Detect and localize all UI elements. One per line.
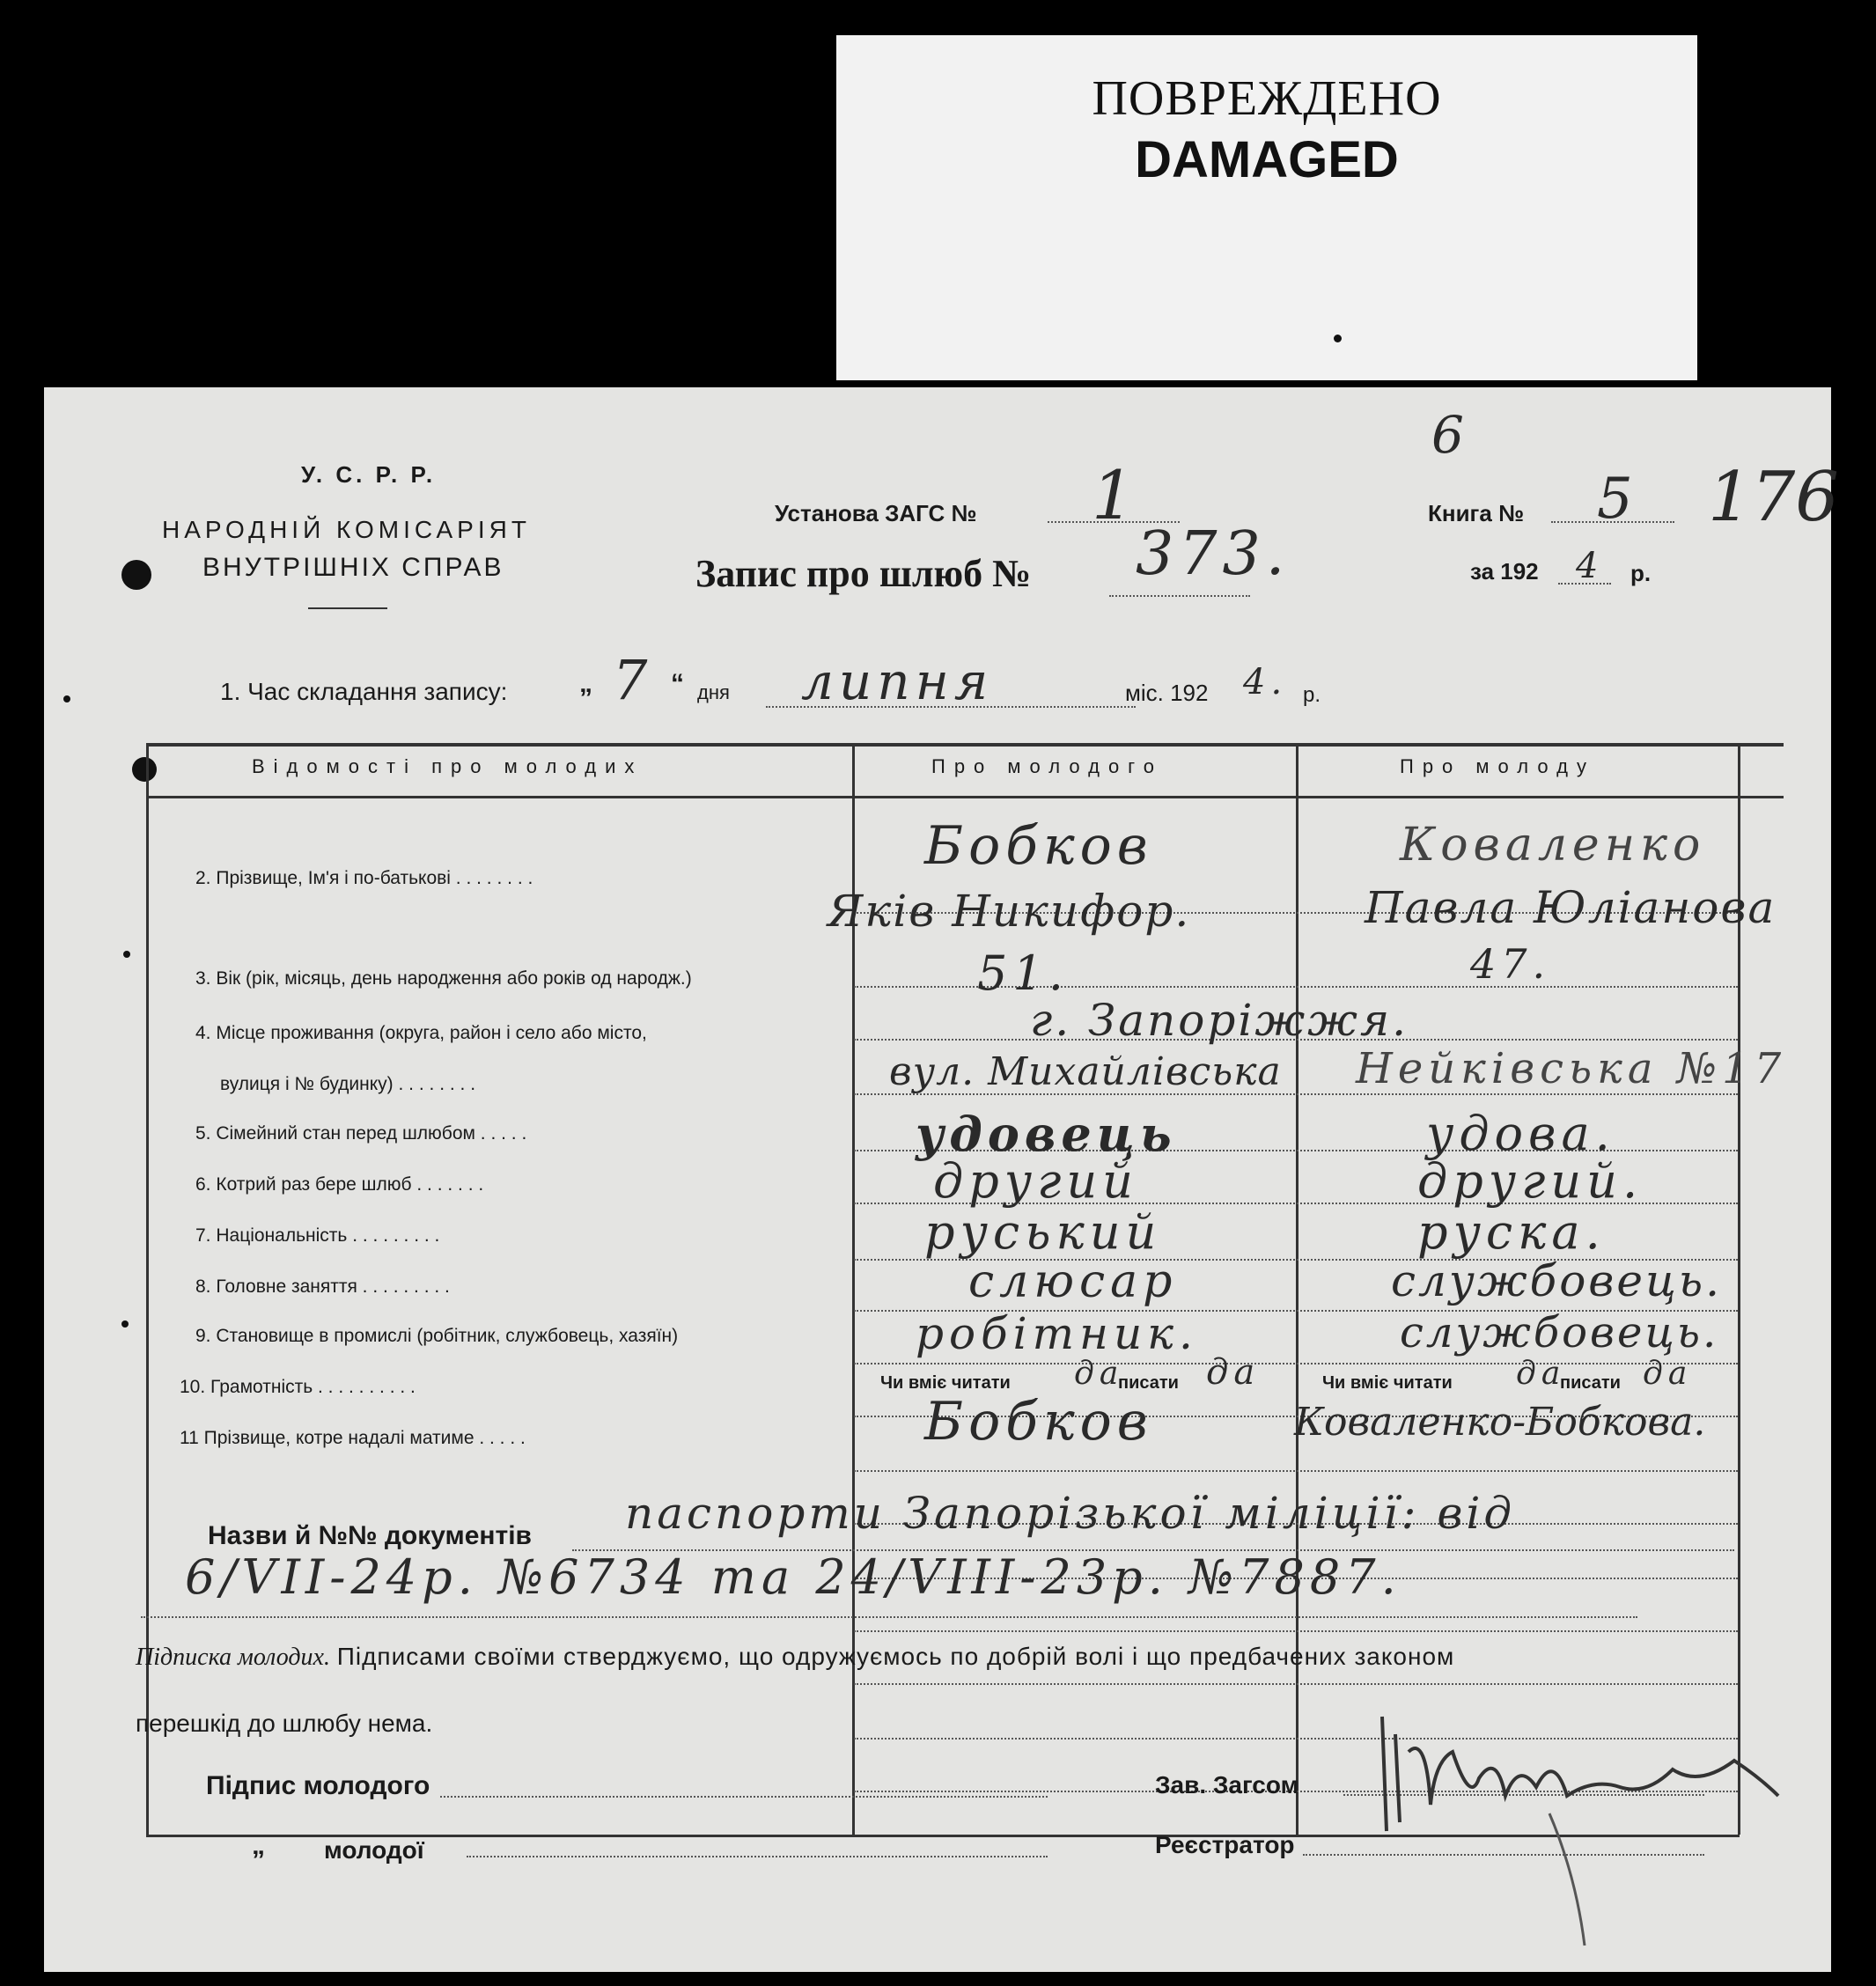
table-header-border: [146, 796, 1784, 798]
row-label-future-surname: 11 Прізвище, котре надалі матиме . . . . .: [180, 1428, 526, 1448]
bride-age: 47.: [1470, 940, 1551, 988]
bride-nationality: руска.: [1417, 1204, 1606, 1260]
row-label-name: 2. Прізвище, Ім'я і по-батькові . . . . . . . .: [195, 868, 533, 888]
header-rule: [308, 607, 387, 609]
row-label-age: 3. Вік (рік, місяць, день народження або років од народж.): [195, 968, 692, 989]
bride-read-label: Чи вміє читати: [1322, 1373, 1453, 1393]
bride-position: службовець.: [1400, 1308, 1719, 1357]
bride-given-names: Павла Юліанова: [1365, 882, 1777, 933]
declaration-text-2: перешкід до шлюбу нема.: [136, 1710, 433, 1737]
date-open-quote: „: [579, 669, 592, 698]
record-month: липня: [801, 651, 994, 711]
groom-given-names: Яків Никифор.: [828, 886, 1191, 937]
head-signature-scrawl: [1365, 1699, 1822, 1963]
bride-marital: удова.: [1426, 1106, 1615, 1161]
book-number-line: [1551, 521, 1674, 523]
groom-write-value: да: [1206, 1352, 1261, 1393]
documents-line2: 6/VII-24р. №6734 та 24/VIII-23р. №7887.: [185, 1549, 1401, 1605]
row-rule: [854, 1630, 1738, 1632]
punch-mark: [123, 951, 130, 958]
month-line: [766, 706, 1136, 708]
row-label-times: 6. Котрий раз бере шлюб . . . . . . .: [195, 1174, 484, 1195]
groom-read-label: Чи вміє читати: [880, 1373, 1011, 1393]
declaration-text: [136, 1643, 1454, 1672]
year-suffix: р.: [1630, 560, 1652, 586]
office-number: 1: [1092, 456, 1140, 534]
row-rule: [854, 1683, 1738, 1685]
groom-occupation: слюсар: [968, 1255, 1178, 1308]
row-label-residence-2: вулиця і № будинку) . . . . . . . .: [220, 1074, 476, 1094]
punch-mark: [121, 1320, 129, 1328]
corner-number-side: 176: [1708, 458, 1839, 537]
date-close-quote: “: [671, 669, 684, 698]
row-label-nationality: 7. Національність . . . . . . . . .: [195, 1225, 440, 1246]
year-prefix: за 192: [1470, 558, 1539, 585]
record-number-line: [1109, 595, 1250, 597]
bride-signature-label: молодої: [324, 1836, 424, 1864]
col-header-groom: Про молодого: [931, 755, 1163, 777]
groom-times: другий: [933, 1153, 1138, 1209]
groom-signature-label: Підпис молодого: [206, 1771, 430, 1800]
col-header-info: Відомості про молодих: [252, 755, 644, 777]
punch-hole: [121, 560, 151, 590]
col-header-bride: Про молоду: [1400, 755, 1595, 777]
groom-read-value: да: [1074, 1356, 1124, 1392]
head-of-registry-label: Зав. Загсом: [1155, 1771, 1299, 1798]
groom-surname: Бобков: [924, 815, 1153, 877]
bride-surname: Коваленко: [1400, 819, 1706, 872]
record-number: 373.: [1136, 519, 1291, 589]
row-label-position: 9. Становище в промислі (робітник, службовець, хазяїн): [195, 1326, 679, 1346]
book-number: 5: [1597, 467, 1638, 532]
damaged-label-ua: ПОВРЕЖДЕНО: [1092, 71, 1442, 126]
documents-label: Назви й №№ документів: [208, 1521, 532, 1550]
month-word: міс. 192: [1125, 680, 1209, 706]
punch-hole: [132, 757, 157, 782]
day-word: дня: [697, 681, 730, 703]
marriage-record-sheet: [44, 387, 1839, 1972]
documents-line1: паспорти Запорізької міліції: від: [625, 1488, 1516, 1539]
groom-position: робітник.: [916, 1308, 1198, 1359]
record-day: 7: [613, 648, 653, 712]
groom-write-label: писати: [1118, 1373, 1179, 1393]
year-line: [1558, 583, 1611, 585]
row-rule: [854, 1363, 1738, 1364]
book-label: Книга №: [1428, 500, 1525, 526]
groom-future-surname: Бобков: [924, 1391, 1153, 1453]
bride-read-value: да: [1516, 1356, 1566, 1392]
row-rule: [854, 1470, 1738, 1472]
table-top-border: [146, 743, 1784, 747]
commissariat-line2: ВНУТРІШНІХ СПРАВ: [202, 553, 504, 582]
commissariat-line1: НАРОДНІЙ КОМІСАРІЯТ: [162, 516, 531, 543]
label-dot: [1334, 335, 1342, 342]
groom-signature-line: [440, 1796, 1048, 1798]
bride-times: другий.: [1417, 1153, 1644, 1209]
year-digit: 4: [1576, 546, 1604, 586]
registrar-label: Реєстратор: [1155, 1831, 1295, 1858]
groom-age: 51.: [977, 945, 1069, 1001]
groom-city: г. Запоріжжя.: [1030, 995, 1409, 1046]
documents-line2-rule: [141, 1616, 1637, 1618]
declaration-title: Підписка молодих.: [136, 1644, 330, 1671]
row-label-occupation: 8. Головне заняття . . . . . . . . .: [195, 1276, 450, 1297]
bride-signature-line: [467, 1856, 1048, 1857]
groom-street: вул. Михайлівська: [889, 1049, 1282, 1094]
row-label-residence-1: 4. Місце проживання (округа, район і село або місто,: [195, 1023, 647, 1043]
declaration-body: Підписами своїми стверджуємо, що одружуємось по добрій волі і що предбачених законом: [336, 1643, 1455, 1670]
office-label: Установа ЗАГС №: [775, 500, 977, 526]
bride-street: Нейківська №17: [1356, 1044, 1787, 1093]
bride-signature-quote: „: [252, 1831, 265, 1860]
row-label-literacy: 10. Грамотність . . . . . . . . . .: [180, 1377, 416, 1397]
bride-write-value: да: [1643, 1356, 1693, 1392]
bride-write-label: писати: [1560, 1373, 1621, 1393]
bride-occupation: службовець.: [1391, 1255, 1722, 1306]
record-title-label: Запис про шлюб №: [695, 552, 1032, 595]
record-year-suffix: р.: [1303, 683, 1321, 707]
record-date-label: 1. Час складання запису:: [220, 678, 508, 705]
corner-number-top: 6: [1431, 405, 1469, 465]
record-year-digit: 4.: [1243, 662, 1288, 702]
punch-mark: [63, 695, 70, 702]
damaged-label-en: DAMAGED: [1135, 131, 1399, 188]
groom-nationality: руський: [924, 1204, 1162, 1260]
state-abbrev: У. С. Р. Р.: [301, 461, 437, 488]
bride-future-surname: Коваленко-Бобкова.: [1294, 1400, 1706, 1445]
groom-marital: удовець: [916, 1106, 1177, 1162]
row-label-marital: 5. Сімейний стан перед шлюбом . . . . .: [195, 1123, 527, 1144]
damaged-label-card: [836, 35, 1697, 380]
